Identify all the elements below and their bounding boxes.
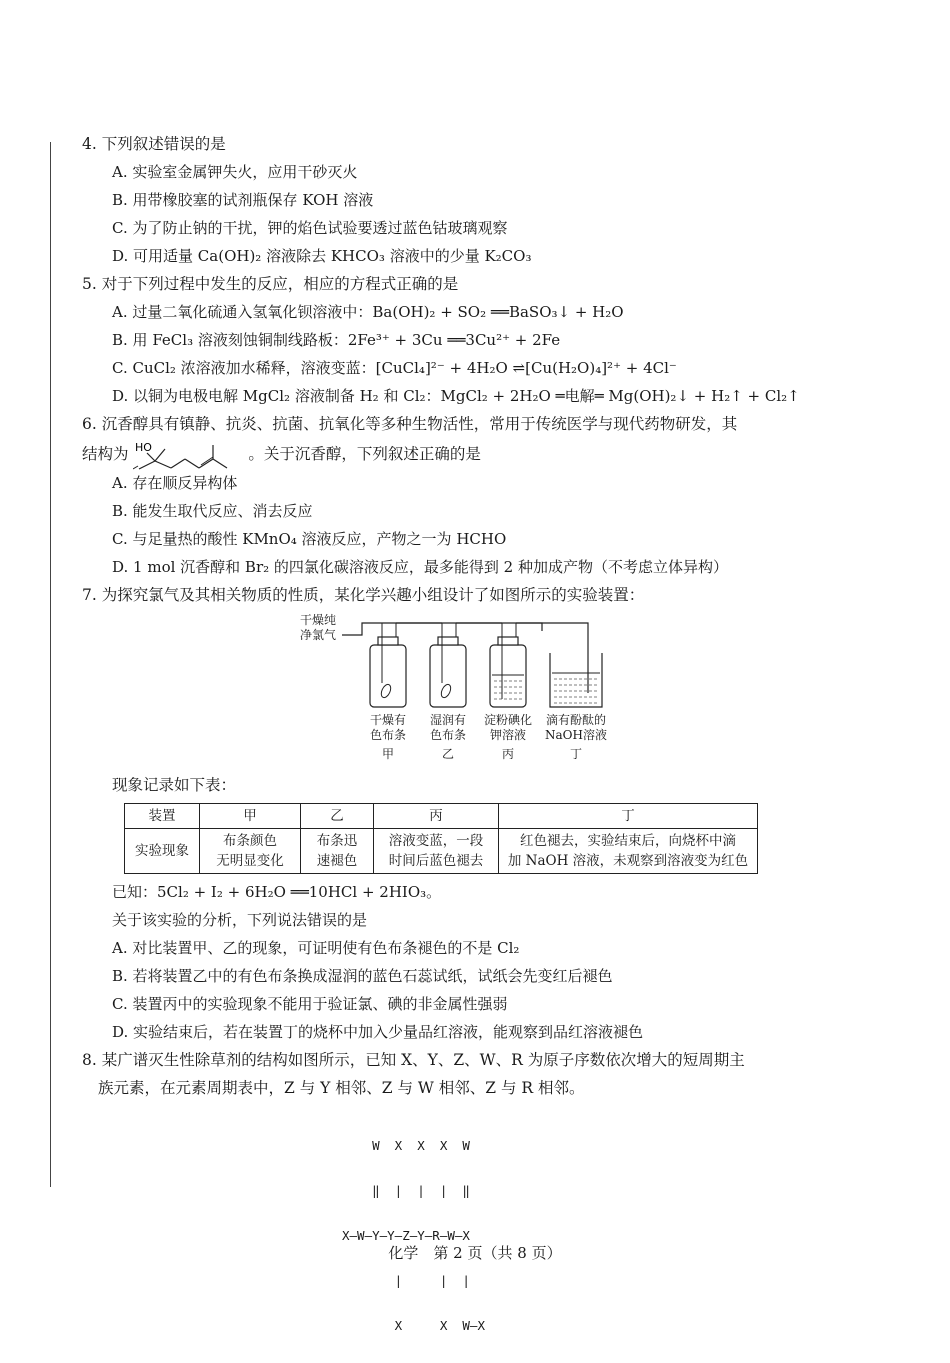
beaker-ding (550, 653, 602, 707)
formula-line: X—W—Y—Y—Z—Y—R—W—X (342, 1228, 470, 1243)
cell-line: 布条迅 (316, 833, 358, 849)
question-5-stem: 5. 对于下列过程中发生的反应，相应的方程式正确的是 (82, 275, 459, 293)
question-6-option-d: D. 1 mol 沉香醇和 Br₂ 的四氯化碳溶液反应，最多能得到 2 种加成产物（不考虑立体异构） (112, 558, 728, 576)
question-8-stem-line1: 8. 某广谱灭生性除草剂的结构如图所示，已知 X、Y、Z、W、R 为原子序数依次增大的短周期主 (82, 1051, 745, 1069)
question-7-option-c: C. 装置丙中的实验现象不能用于验证氯、碘的非金属性强弱 (112, 995, 508, 1013)
table-cell-jia (200, 829, 301, 874)
hydroxyl-label: HO (135, 441, 153, 454)
table-header-cell: 丙 (374, 804, 499, 829)
question-5-option-d: D. 以铜为电极电解 MgCl₂ 溶液制备 H₂ 和 Cl₂：MgCl₂ + 2H₂O ═电解═ Mg(OH)₂↓ + H₂↑ + Cl₂↑ (112, 387, 800, 405)
question-6-option-b: B. 能发生取代反应、消去反应 (112, 502, 313, 520)
cell-line: 布条颜色 (223, 833, 277, 849)
caption-yi-label: 乙 (441, 747, 454, 761)
question-7-option-d: D. 实验结束后，若在装置丁的烧杯中加入少量品红溶液，能观察到品红溶液褪色 (112, 1023, 644, 1041)
question-7-ask: 关于该实验的分析，下列说法错误的是 (112, 911, 368, 929)
question-6-stem-post: 。关于沉香醇，下列叙述正确的是 (248, 445, 481, 463)
table-header-row (125, 804, 758, 829)
formula-line: W X X X W (342, 1138, 470, 1153)
known-equation: 已知：5Cl₂ + I₂ + 6H₂O ══10HCl + 2HIO₃。 (112, 883, 442, 901)
caption-ding-line2: NaOH溶液 (545, 728, 607, 742)
cell-line: 红色褪去，实验结束后，向烧杯中滴 (520, 833, 736, 849)
observation-table (124, 803, 758, 874)
question-7-option-b: B. 若将装置乙中的有色布条换成湿润的蓝色石蕊试纸，试纸会先变红后褪色 (112, 967, 613, 985)
question-4 (82, 130, 802, 270)
formula-line: X X W—X (342, 1318, 485, 1333)
question-5-option-a: A. 过量二氧化硫通入氢氧化钡溶液中：Ba(OH)₂ + SO₂ ══BaSO₃↓ + H₂O (112, 303, 624, 321)
caption-bing (478, 713, 538, 762)
table-header-cell: 丁 (499, 804, 758, 829)
bottle-yi (430, 623, 466, 707)
exam-page (82, 130, 802, 1363)
table-row (125, 829, 758, 874)
table-row-label: 实验现象 (125, 829, 200, 874)
caption-jia-label: 甲 (381, 747, 394, 761)
question-4-option-d: D. 可用适量 Ca(OH)₂ 溶液除去 KHCO₃ 溶液中的少量 K₂CO₃ (112, 247, 532, 265)
caption-yi-line2: 色布条 (429, 728, 466, 742)
table-cell-yi (301, 829, 374, 874)
question-4-option-c: C. 为了防止钠的干扰，钾的焰色试验要透过蓝色钴玻璃观察 (112, 219, 508, 237)
question-8-stem-line2: 族元素，在元素周期表中，Z 与 Y 相邻、Z 与 W 相邻、Z 与 R 相邻。 (98, 1079, 585, 1097)
chlorine-gas-label-line1: 干燥纯 (300, 613, 337, 627)
formula-line: | | | (342, 1273, 470, 1288)
chlorine-gas-label-line2: 净氯气 (300, 628, 337, 642)
question-4-option-a: A. 实验室金属钾失火，应用干砂灭火 (112, 163, 358, 181)
table-header-cell: 装置 (125, 804, 200, 829)
linalool-structure (133, 441, 243, 469)
observation-table-wrap (124, 803, 802, 874)
herbicide-structural-formula (342, 1108, 802, 1363)
question-5-option-b: B. 用 FeCl₃ 溶液刻蚀铜制线路板：2Fe³⁺ + 3Cu ══3Cu²⁺ + 2Fe (112, 331, 561, 349)
question-7-stem: 7. 为探究氯气及其相关物质的性质，某化学兴趣小组设计了如图所示的实验装置： (82, 586, 645, 604)
cell-line: 速褪色 (316, 853, 358, 869)
question-5 (82, 270, 802, 410)
caption-bing-line1: 淀粉碘化 (483, 713, 532, 727)
question-8 (82, 1046, 802, 1363)
question-6-option-c: C. 与足量热的酸性 KMnO₄ 溶液反应，产物之一为 HCHO (112, 530, 507, 548)
caption-yi-line1: 湿润有 (429, 713, 466, 727)
caption-yi (418, 713, 478, 762)
caption-jia (358, 713, 418, 762)
formula-line: ‖ | | | ‖ (342, 1183, 470, 1198)
cell-line: 溶液变蓝，一段 (388, 833, 484, 849)
bottle-jia (370, 623, 406, 707)
margin-line (50, 142, 51, 1187)
experiment-apparatus-figure (302, 613, 782, 763)
caption-jia-line2: 色布条 (369, 728, 406, 742)
table-header-cell: 乙 (301, 804, 374, 829)
caption-ding-label: 丁 (569, 747, 582, 761)
question-7 (82, 581, 802, 1046)
question-4-option-b: B. 用带橡胶塞的试剂瓶保存 KOH 溶液 (112, 191, 374, 209)
cell-line: 加 NaOH 溶液，未观察到溶液变为红色 (507, 853, 749, 869)
table-intro: 现象记录如下表： (112, 776, 237, 794)
caption-ding-line1: 滴有酚酞的 (545, 713, 606, 727)
bottle-bing (490, 623, 526, 707)
question-5-option-c: C. CuCl₂ 浓溶液加水稀释，溶液变蓝：[CuCl₄]²⁻ + 4H₂O ⇌[Cu(H₂O)₄]²⁺ + 4Cl⁻ (112, 359, 677, 377)
table-cell-bing (374, 829, 499, 874)
question-6-stem-line2 (82, 440, 802, 469)
question-7-option-a: A. 对比装置甲、乙的现象，可证明使有色布条褪色的不是 Cl₂ (112, 939, 520, 957)
question-6 (82, 410, 802, 581)
page-footer: 化学 第 2 页（共 8 页） (388, 1244, 562, 1262)
question-6-stem-line1: 6. 沉香醇具有镇静、抗炎、抗菌、抗氧化等多种生物活性，常用于传统医学与现代药物研发，其 (82, 415, 738, 433)
question-6-option-a: A. 存在顺反异构体 (112, 474, 238, 492)
table-cell-ding (499, 829, 758, 874)
question-4-stem: 4. 下列叙述错误的是 (82, 135, 226, 153)
linalool-skeletal-formula (133, 441, 243, 471)
cell-line: 无明显变化 (216, 853, 284, 869)
table-header-cell: 甲 (200, 804, 301, 829)
cell-line: 时间后蓝色褪去 (388, 853, 484, 869)
question-6-stem-pre: 结构为 (82, 445, 129, 463)
caption-bing-label: 丙 (501, 747, 514, 761)
caption-ding (538, 713, 614, 762)
caption-jia-line1: 干燥有 (369, 713, 406, 727)
caption-bing-line2: 钾溶液 (489, 728, 526, 742)
apparatus-drawing (302, 613, 782, 718)
